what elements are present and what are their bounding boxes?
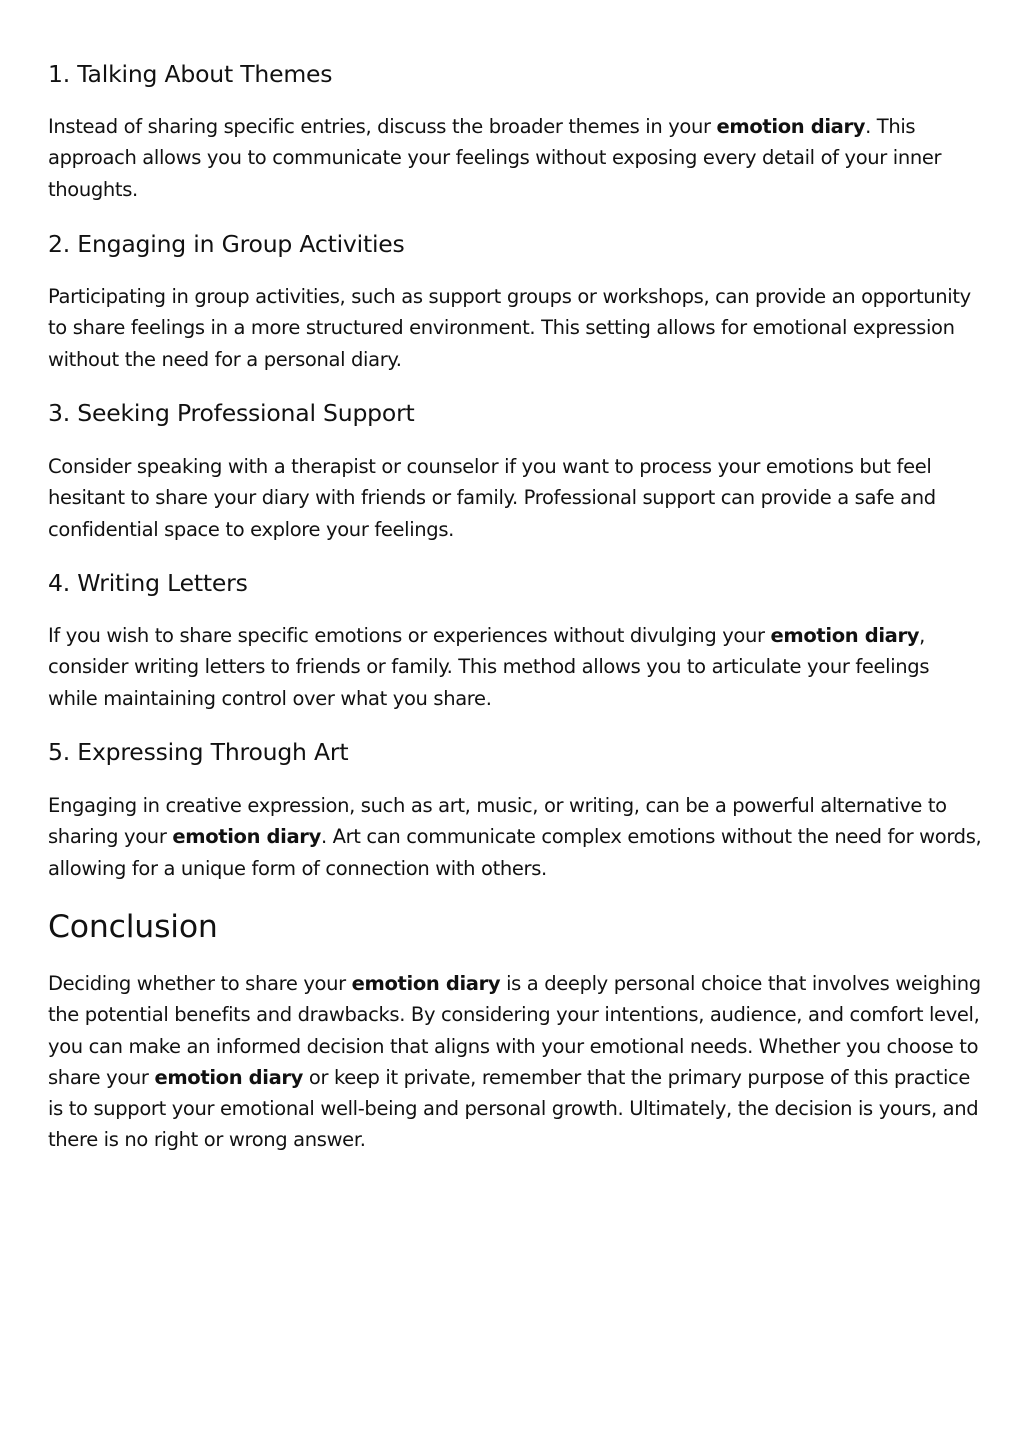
section-heading-writing-letters: 4. Writing Letters — [48, 569, 248, 597]
text-run: Engaging in creative expression, such as art, music, or writing, can be a powerful alternative to sharing your — [48, 794, 947, 849]
section-paragraph-professional-support — [48, 451, 983, 545]
text-run: If you wish to share specific emotions or experiences without divulging your — [48, 624, 771, 647]
section-paragraph-writing-letters — [48, 620, 983, 714]
section-paragraph-expressing-through-art — [48, 790, 983, 884]
section-heading-professional-support: 3. Seeking Professional Support — [48, 399, 415, 427]
section-paragraph-talking-about-themes — [48, 111, 983, 205]
keyword-emotion-diary: emotion diary — [172, 825, 321, 849]
keyword-emotion-diary: emotion diary — [770, 624, 920, 647]
section-heading-expressing-through-art: 5. Expressing Through Art — [48, 738, 349, 766]
text-run: Instead of sharing specific entries, discuss the broader themes in your — [48, 115, 717, 138]
text-run: Participating in group activities, such as support groups or workshops, can provide an opportunity to share feelings in a more structured environment. This setting allows for emotional expression without the need for a personal diary. — [48, 285, 971, 371]
text-run: or keep it private, remember that the primary purpose of this practice is to support your emotional well-being and personal growth. Ultimately, the decision is yours, and there is no right or wrong answer. — [48, 1065, 979, 1152]
keyword-emotion-diary: emotion diary — [351, 972, 501, 995]
text-run: . Art can communicate complex emotions without the need for words, allowing for a unique form of connection with others. — [48, 825, 982, 880]
text-run: , consider writing letters to friends or family. This method allows you to articulate your feelings while maintaining control over what you share. — [48, 624, 930, 710]
section-heading-talking-about-themes: 1. Talking About Themes — [48, 60, 333, 88]
text-run: Deciding whether to share your — [48, 972, 352, 995]
text-run: Consider speaking with a therapist or counselor if you want to process your emotions but feel hesitant to share your diary with friends or family. Professional support can provide a safe and confidential space to explore your feelings. — [48, 455, 936, 541]
section-paragraph-group-activities — [48, 281, 983, 375]
text-run: is a deeply personal choice that involves weighing the potential benefits and drawbacks. By considering your intentions, audience, and comfort level, you can make an informed decision that aligns with your emotional needs. Whether you choose to share your — [48, 972, 981, 1089]
conclusion-heading: Conclusion — [48, 909, 218, 945]
keyword-emotion-diary: emotion diary — [716, 115, 866, 138]
section-heading-group-activities: 2. Engaging in Group Activities — [48, 230, 405, 258]
conclusion-paragraph — [48, 968, 983, 1156]
text-run: . This approach allows you to communicate your feelings without exposing every detail of your inner thoughts. — [48, 115, 942, 201]
keyword-emotion-diary: emotion diary — [154, 1065, 304, 1089]
